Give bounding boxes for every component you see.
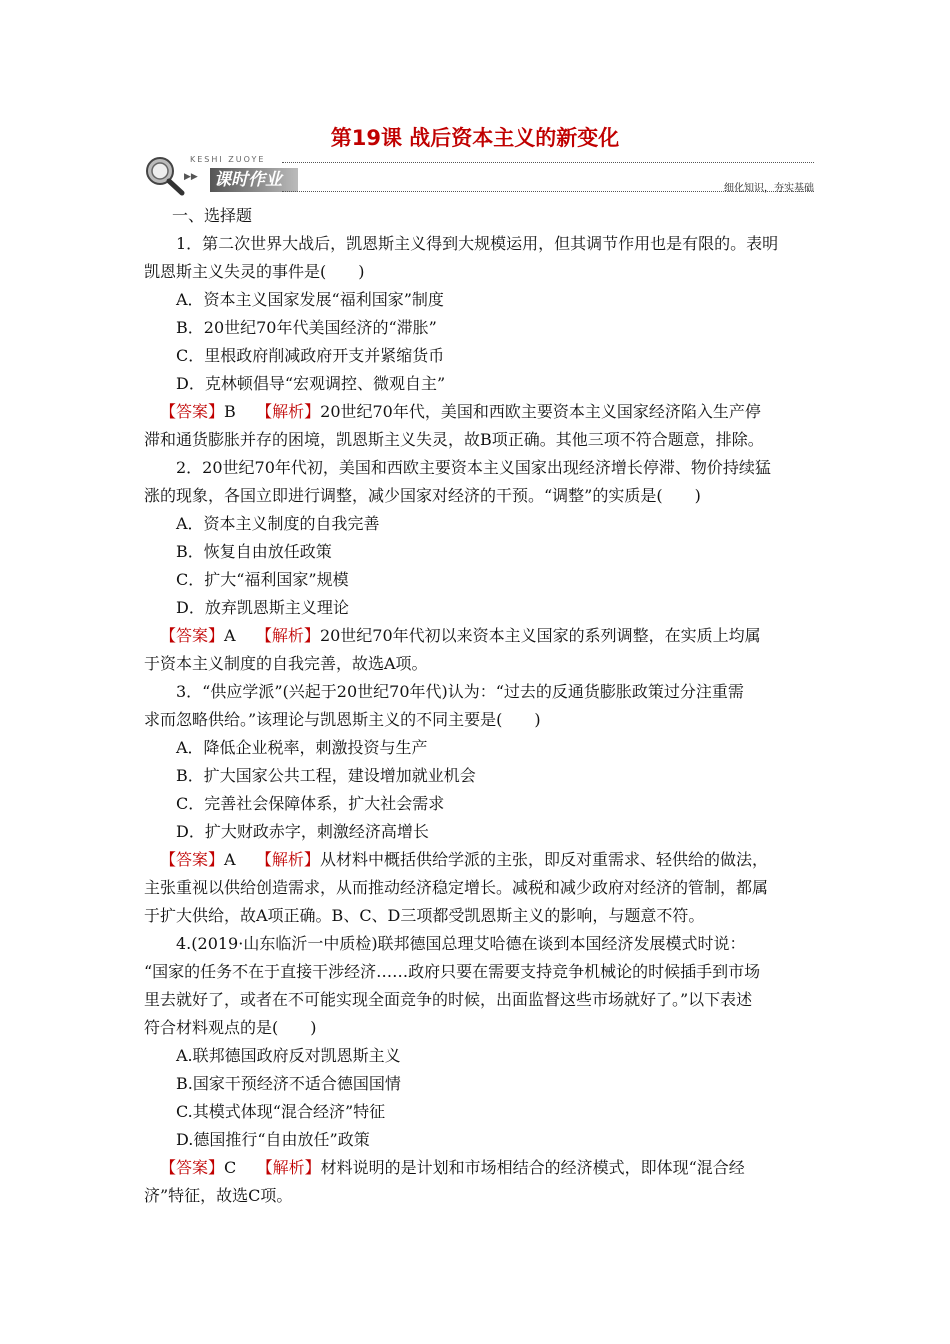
arrow-icon: ▶▶ (184, 172, 198, 182)
analysis-line: 于资本主义制度的自我完善，故选A项。 (144, 654, 428, 673)
answer-option: B.国家干预经济不适合德国国情 (176, 1074, 401, 1093)
banner-right-text: 细化知识，夯实基础 (724, 183, 814, 194)
question-stem-line: 求而忽略供给。”该理论与凯恩斯主义的不同主要是( ) (144, 710, 541, 729)
magnifier-icon (142, 154, 186, 196)
answer-option: D．克林顿倡导“宏观调控、微观自主” (176, 374, 446, 393)
answer-option: C．里根政府削减政府开支并紧缩货币 (176, 346, 445, 365)
analysis-line: 主张重视以供给创造需求，从而推动经济稳定增长。减税和减少政府对经济的管制，都属 (144, 878, 769, 897)
analysis-line: 济”特征，故选C项。 (144, 1186, 293, 1205)
answer-line (144, 846, 814, 874)
analysis-text: 20世纪70年代，美国和西欧主要资本主义国家经济陷入生产停 (320, 402, 761, 421)
answer-option: B．扩大国家公共工程，建设增加就业机会 (176, 766, 476, 785)
answer-option: C．扩大“福利国家”规模 (176, 570, 349, 589)
analysis-tag: 【解析】 (256, 1158, 321, 1177)
answer-tag: 【答案】 (160, 626, 225, 645)
analysis-line: 滞和通货膨胀并存的困境，凯恩斯主义失灵，故B项正确。其他三项不符合题意，排除。 (144, 430, 764, 449)
answer-option: D.德国推行“自由放任”政策 (176, 1130, 370, 1149)
question-list (144, 230, 814, 1210)
analysis-tag: 【解析】 (256, 402, 321, 421)
content (144, 202, 814, 1210)
answer-tag: 【答案】 (160, 402, 225, 421)
answer-option: C.其模式体现“混合经济”特征 (176, 1102, 386, 1121)
question-stem-line: 符合材料观点的是( ) (144, 1018, 317, 1037)
answer-option: B．20世纪70年代美国经济的“滞胀” (176, 318, 437, 337)
question-stem-line: 涨的现象，各国立即进行调整，减少国家对经济的干预。“调整”的实质是( ) (144, 486, 701, 505)
answer-line (144, 1154, 814, 1182)
analysis-text: 20世纪70年代初以来资本主义国家的系列调整，在实质上均属 (319, 626, 761, 645)
answer-value: C (224, 1158, 237, 1177)
question-4 (144, 930, 814, 1210)
question-stem-line: 3．“供应学派”(兴起于20世纪70年代)认为：“过去的反通货膨胀政策过分注重需 (176, 682, 744, 701)
answer-option: A.联邦德国政府反对凯恩斯主义 (176, 1046, 401, 1065)
analysis-tag: 【解析】 (255, 850, 320, 869)
answer-tag: 【答案】 (160, 1158, 225, 1177)
answer-tag: 【答案】 (160, 850, 225, 869)
question-stem-line: “国家的任务不在于直接干涉经济……政府只要在需要支持竞争机械论的时候插手到市场 (144, 962, 761, 981)
answer-line (144, 398, 814, 426)
banner-divider-top (282, 162, 814, 163)
question-3 (144, 678, 814, 930)
answer-option: A．降低企业税率，刺激投资与生产 (176, 738, 428, 757)
question-stem-line: 4.(2019·山东临沂一中质检)联邦德国总理艾哈德在谈到本国经济发展模式时说： (176, 934, 746, 953)
analysis-tag: 【解析】 (255, 626, 320, 645)
answer-value: B (224, 402, 236, 421)
answer-line (144, 622, 814, 650)
answer-option: D．扩大财政赤字，刺激经济高增长 (176, 822, 429, 841)
analysis-text: 材料说明的是计划和市场相结合的经济模式，即体现“混合经 (320, 1158, 745, 1177)
answer-option: A．资本主义制度的自我完善 (176, 514, 380, 533)
analysis-text: 从材料中概括供给学派的主张，即反对重需求、轻供给的做法， (319, 850, 768, 869)
answer-option: B．恢复自由放任政策 (176, 542, 332, 561)
question-stem-line: 2．20世纪70年代初，美国和西欧主要资本主义国家出现经济增长停滞、物价持续猛 (176, 458, 771, 477)
banner-label: 课时作业 (210, 168, 298, 192)
section-banner (142, 152, 814, 200)
question-stem-line: 里去就好了，或者在不可能实现全面竞争的时候，出面监督这些市场就好了。”以下表述 (144, 990, 753, 1009)
answer-option: C．完善社会保障体系，扩大社会需求 (176, 794, 445, 813)
question-1 (144, 230, 814, 454)
answer-value: A (224, 626, 236, 645)
banner-pinyin: KESHI ZUOYE (190, 155, 266, 164)
answer-option: D．放弃凯恩斯主义理论 (176, 598, 349, 617)
analysis-line: 于扩大供给，故A项正确。B、C、D三项都受凯恩斯主义的影响，与题意不符。 (144, 906, 705, 925)
page-title: 第19课 战后资本主义的新变化 (330, 126, 620, 150)
section-heading: 一、选择题 (172, 206, 253, 225)
question-stem-line: 凯恩斯主义失灵的事件是( ) (144, 262, 365, 281)
question-2 (144, 454, 814, 678)
answer-value: A (224, 850, 236, 869)
answer-option: A．资本主义国家发展“福利国家”制度 (176, 290, 444, 309)
question-stem-line: 1．第二次世界大战后，凯恩斯主义得到大规模运用，但其调节作用也是有限的。表明 (176, 234, 779, 253)
